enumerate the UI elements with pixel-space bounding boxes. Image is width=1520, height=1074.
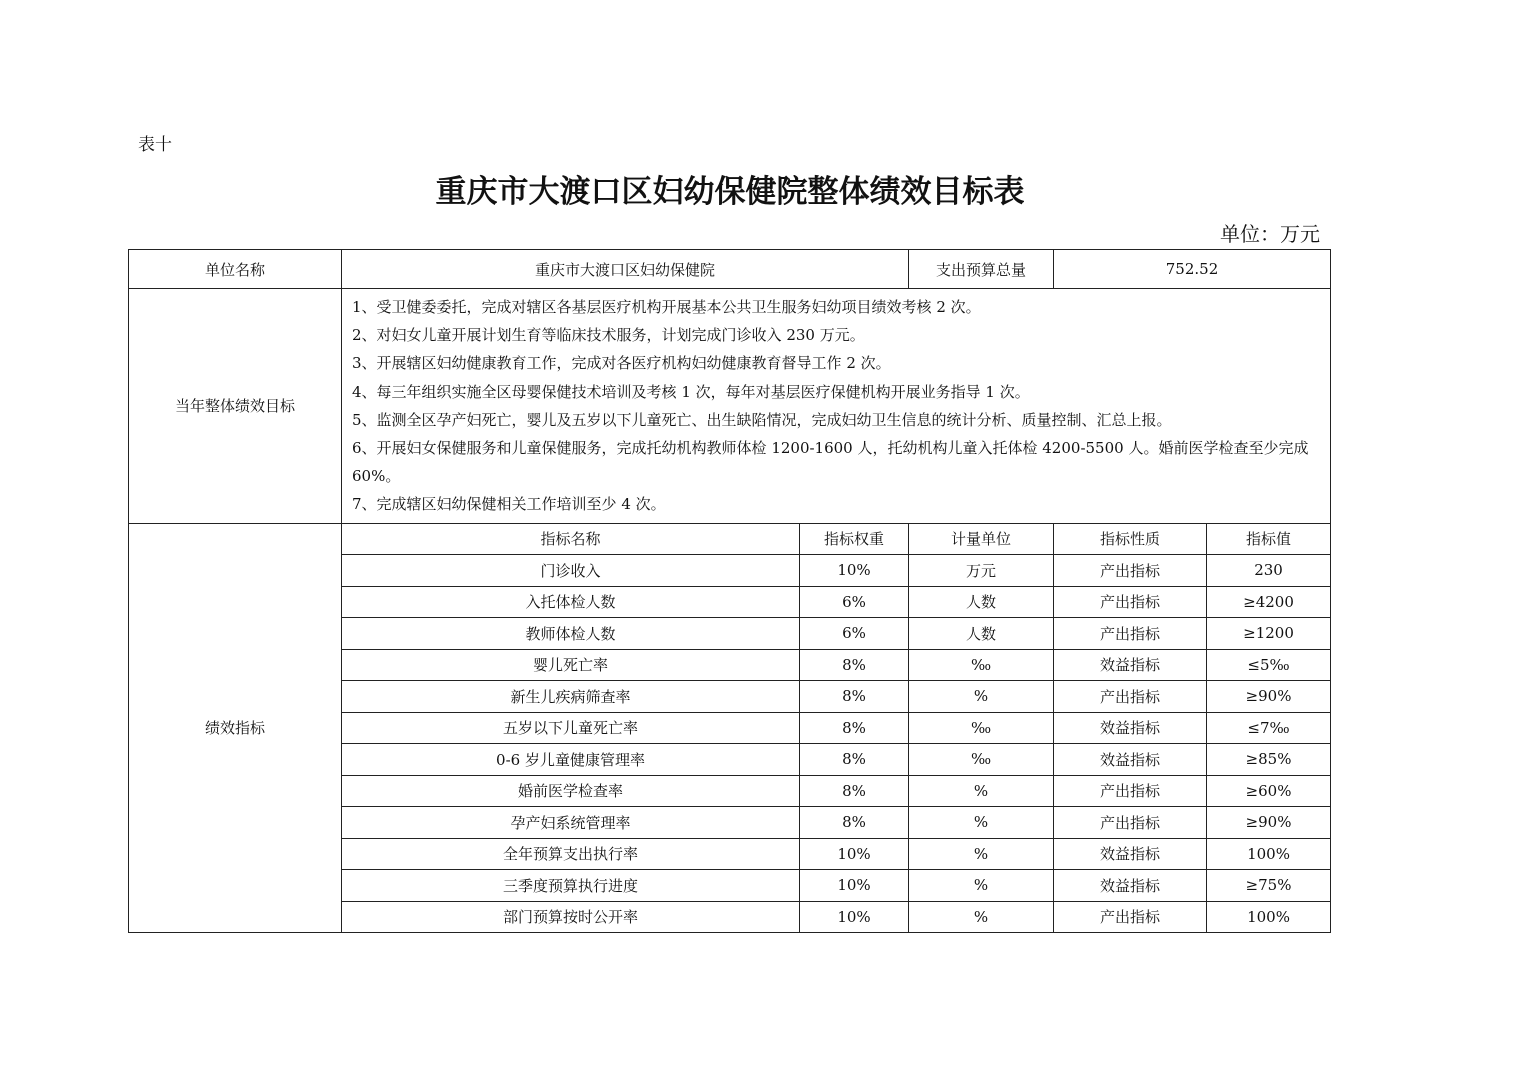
indicator-unit: ‰ [909,744,1054,776]
indicator-unit: % [909,838,1054,870]
indicator-name: 孕产妇系统管理率 [342,807,800,839]
budget-label: 支出预算总量 [909,250,1054,289]
column-header: 计量单位 [909,523,1054,555]
indicator-weight: 8% [800,681,909,713]
indicator-value: ≤7‰ [1207,712,1331,744]
indicator-weight: 8% [800,807,909,839]
indicator-weight: 6% [800,618,909,650]
indicator-unit: % [909,807,1054,839]
indicator-unit: 万元 [909,555,1054,587]
indicator-weight: 8% [800,775,909,807]
indicator-value: ≥60% [1207,775,1331,807]
indicator-unit: ‰ [909,649,1054,681]
indicator-type: 效益指标 [1054,649,1207,681]
indicator-unit: % [909,775,1054,807]
indicator-value: 100% [1207,901,1331,933]
indicator-type: 效益指标 [1054,838,1207,870]
indicator-name: 婴儿死亡率 [342,649,800,681]
indicator-name: 婚前医学检查率 [342,775,800,807]
unit-note: 单位：万元 [1220,222,1320,246]
indicator-name: 入托体检人数 [342,586,800,618]
indicator-name: 新生儿疾病筛查率 [342,681,800,713]
column-header: 指标名称 [342,523,800,555]
header-row [129,250,1331,289]
goal-line: 1、受卫健委委托，完成对辖区各基层医疗机构开展基本公共卫生服务妇幼项目绩效考核 2 次。 [352,298,981,316]
indicator-name: 门诊收入 [342,555,800,587]
indicator-unit: % [909,681,1054,713]
indicator-type: 产出指标 [1054,555,1207,587]
indicator-type: 效益指标 [1054,744,1207,776]
performance-table [128,249,1331,933]
indicator-type: 产出指标 [1054,775,1207,807]
goal-line: 6、开展妇女保健服务和儿童保健服务，完成托幼机构教师体检 1200-1600 人，托幼机构儿童入托体检 4200-5500 人。婚前医学检查至少完成 60%。 [352,439,1309,486]
column-header: 指标值 [1207,523,1331,555]
indicator-value: ≥90% [1207,681,1331,713]
indicator-unit: % [909,870,1054,902]
indicator-name: 教师体检人数 [342,618,800,650]
goal-line: 3、开展辖区妇幼健康教育工作，完成对各医疗机构妇幼健康教育督导工作 2 次。 [352,354,891,373]
indicator-name: 五岁以下儿童死亡率 [342,712,800,744]
indicator-value: ≥1200 [1207,618,1331,650]
table-label: 表十 [138,135,172,155]
goal-line: 4、每三年组织实施全区母婴保健技术培训及考核 1 次，每年对基层医疗保健机构开展业务指导 1 次。 [352,382,1030,401]
unit-name-value: 重庆市大渡口区妇幼保健院 [342,250,909,289]
indicator-unit: % [909,901,1054,933]
page-title: 重庆市大渡口区妇幼保健院整体绩效目标表 [435,174,1025,210]
unit-name-label: 单位名称 [129,250,342,289]
indicator-value: ≥90% [1207,807,1331,839]
budget-value: 752.52 [1054,250,1331,289]
goals-row [129,289,1331,524]
indicator-value: ≥75% [1207,870,1331,902]
indicator-type: 产出指标 [1054,681,1207,713]
goal-line: 5、监测全区孕产妇死亡，婴儿及五岁以下儿童死亡、出生缺陷情况，完成妇幼卫生信息的统计分析、质量控制、汇总上报。 [352,410,1172,429]
indicator-weight: 10% [800,838,909,870]
indicator-type: 效益指标 [1054,870,1207,902]
indicator-weight: 10% [800,870,909,902]
indicator-weight: 8% [800,649,909,681]
indicator-value: ≤5‰ [1207,649,1331,681]
indicator-name: 全年预算支出执行率 [342,838,800,870]
indicator-unit: ‰ [909,712,1054,744]
indicator-name: 部门预算按时公开率 [342,901,800,933]
indicators-label: 绩效指标 [129,523,342,933]
indicator-value: ≥4200 [1207,586,1331,618]
goal-line: 2、对妇女儿童开展计划生育等临床技术服务，计划完成门诊收入 230 万元。 [352,326,865,345]
goals-text [342,289,1331,524]
indicator-type: 产出指标 [1054,901,1207,933]
indicator-weight: 8% [800,744,909,776]
indicator-name: 三季度预算执行进度 [342,870,800,902]
goal-line: 7、完成辖区妇幼保健相关工作培训至少 4 次。 [352,495,666,514]
indicator-header-row [129,523,1331,555]
indicator-type: 产出指标 [1054,807,1207,839]
column-header: 指标权重 [800,523,909,555]
indicator-unit: 人数 [909,586,1054,618]
indicator-weight: 10% [800,901,909,933]
indicator-weight: 8% [800,712,909,744]
indicator-type: 产出指标 [1054,618,1207,650]
column-header: 指标性质 [1054,523,1207,555]
indicator-weight: 10% [800,555,909,587]
indicator-type: 效益指标 [1054,712,1207,744]
indicator-value: ≥85% [1207,744,1331,776]
indicator-unit: 人数 [909,618,1054,650]
indicator-type: 产出指标 [1054,586,1207,618]
indicator-weight: 6% [800,586,909,618]
goals-label: 当年整体绩效目标 [129,289,342,524]
indicator-value: 230 [1207,555,1331,587]
indicator-value: 100% [1207,838,1331,870]
indicator-name: 0-6 岁儿童健康管理率 [342,744,800,776]
